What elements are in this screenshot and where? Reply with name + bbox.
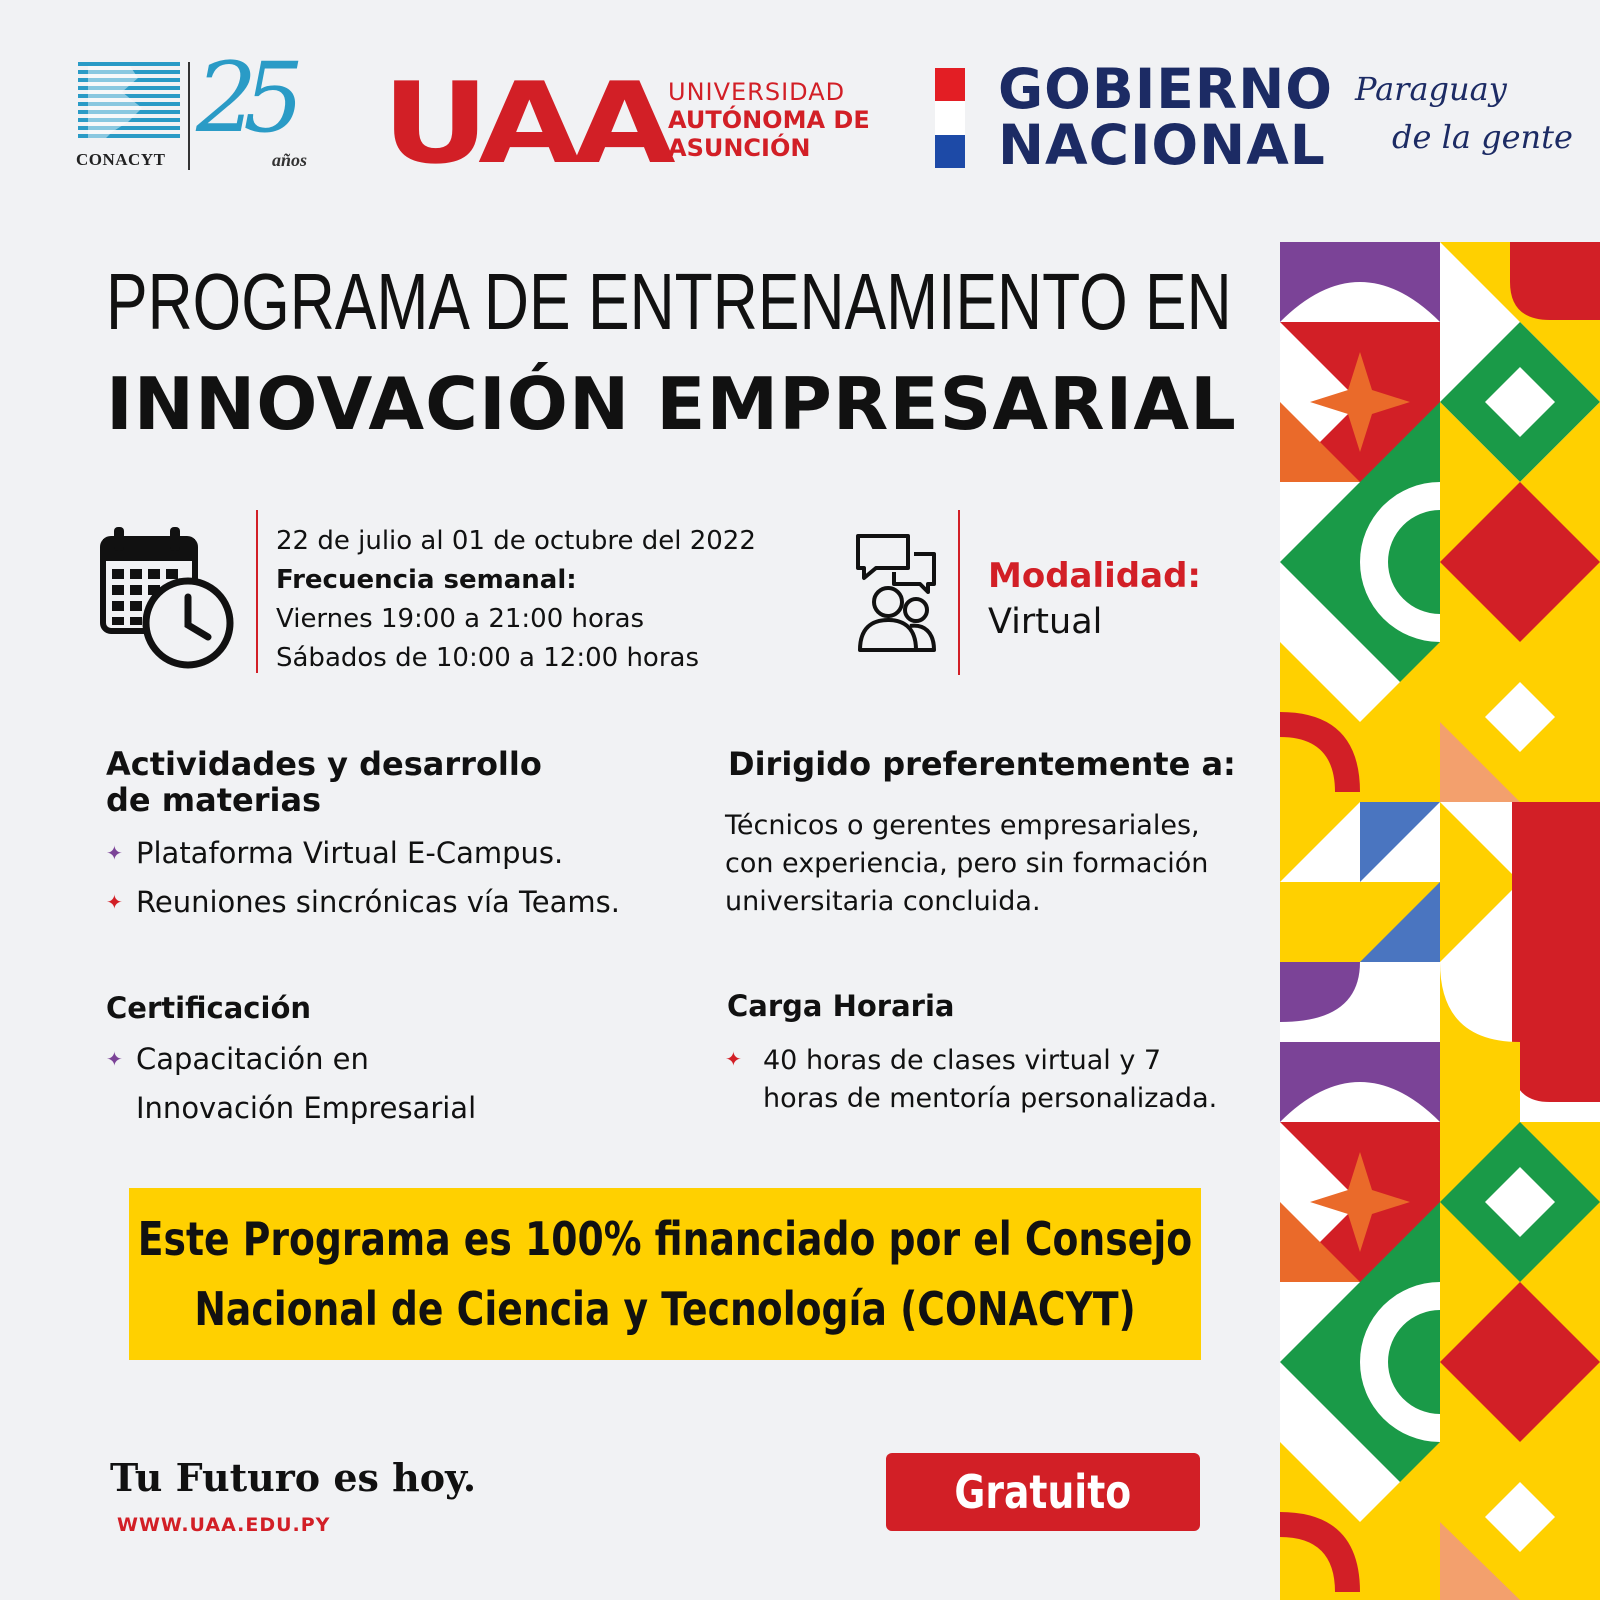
activities-heading xyxy=(106,746,542,818)
uaa-name-line3: ASUNCIÓN xyxy=(668,134,811,162)
certification-heading: Certificación xyxy=(106,991,312,1025)
gobierno-slogan-line2: de la gente xyxy=(1392,118,1573,156)
funding-banner-line1: Este Programa es 100% financiado por el Consejo xyxy=(137,1212,1193,1266)
uaa-name-line2: AUTÓNOMA DE xyxy=(668,106,870,134)
schedule-divider xyxy=(256,510,258,673)
decorative-pattern xyxy=(1280,242,1600,1600)
funding-banner xyxy=(129,1188,1201,1360)
schedule-block xyxy=(276,522,756,678)
star-bullet-icon: ✦ xyxy=(106,890,123,914)
audience-line3: universitaria concluida. xyxy=(725,886,1041,917)
gratuito-badge xyxy=(886,1453,1200,1531)
conacyt-anniversary-number: 25 xyxy=(196,42,291,154)
funding-banner-line2: Nacional de Ciencia y Tecnología (CONACYT) xyxy=(194,1282,1136,1336)
chat-people-icon xyxy=(854,532,938,656)
certification-line1: Capacitación en xyxy=(136,1042,369,1076)
star-bullet-icon: ✦ xyxy=(106,841,123,865)
conacyt-divider xyxy=(188,62,190,170)
list-item xyxy=(106,829,620,878)
schedule-slot-saturday: Sábados de 10:00 a 12:00 horas xyxy=(276,643,699,673)
gobierno-slogan-line1: Paraguay xyxy=(1355,70,1507,108)
gratuito-badge-label: Gratuito xyxy=(954,1465,1132,1519)
title-line2: INNOVACIÓN EMPRESARIAL xyxy=(106,362,1237,446)
schedule-dates: 22 de julio al 01 de octubre del 2022 xyxy=(276,526,756,556)
uaa-name-line1: UNIVERSIDAD xyxy=(668,78,846,106)
activities-list xyxy=(106,829,620,927)
conacyt-logo-mark xyxy=(78,62,180,150)
activities-heading-line1: Actividades y desarrollo xyxy=(106,745,542,783)
audience-line1: Técnicos o gerentes empresariales, xyxy=(725,810,1200,841)
workload-line1: 40 horas de clases virtual y 7 xyxy=(763,1045,1162,1076)
certification-line2: Innovación Empresarial xyxy=(136,1091,477,1125)
workload-line2: horas de mentoría personalizada. xyxy=(763,1083,1218,1114)
schedule-frequency-label: Frecuencia semanal: xyxy=(276,565,577,595)
star-bullet-icon: ✦ xyxy=(725,1047,742,1071)
conacyt-anniversary-suffix: años xyxy=(272,150,308,170)
audience-heading: Dirigido preferentemente a: xyxy=(728,745,1236,783)
calendar-clock-icon xyxy=(100,525,234,670)
audience-text xyxy=(725,807,1208,921)
modality-value: Virtual xyxy=(988,602,1103,642)
modality-label: Modalidad: xyxy=(988,556,1201,596)
workload-text xyxy=(725,1040,1217,1118)
list-item xyxy=(106,878,620,927)
star-bullet-icon: ✦ xyxy=(106,1047,123,1071)
list-item xyxy=(725,1040,1217,1080)
schedule-slot-friday: Viernes 19:00 a 21:00 horas xyxy=(276,604,645,634)
modality-divider xyxy=(958,510,960,675)
conacyt-wordmark: CONACYT xyxy=(76,150,166,169)
activities-item-2: Reuniones sincrónicas vía Teams. xyxy=(136,885,620,919)
audience-line2: con experiencia, pero sin formación xyxy=(725,848,1209,879)
workload-heading: Carga Horaria xyxy=(727,989,955,1023)
uaa-logo: UAA xyxy=(382,59,669,189)
activities-heading-line2: de materias xyxy=(106,781,322,819)
gobierno-line1: GOBIERNO xyxy=(998,57,1333,121)
title-line1: PROGRAMA DE ENTRENAMIENTO EN xyxy=(106,257,1232,346)
footer-url-link[interactable]: WWW.UAA.EDU.PY xyxy=(117,1514,331,1536)
paraguay-flag-icon xyxy=(935,68,965,168)
list-item xyxy=(106,1035,476,1084)
gobierno-line2: NACIONAL xyxy=(998,113,1326,177)
activities-item-1: Plataforma Virtual E-Campus. xyxy=(136,836,564,870)
certification-text xyxy=(106,1035,476,1133)
footer-slogan: Tu Futuro es hoy. xyxy=(110,1455,477,1500)
